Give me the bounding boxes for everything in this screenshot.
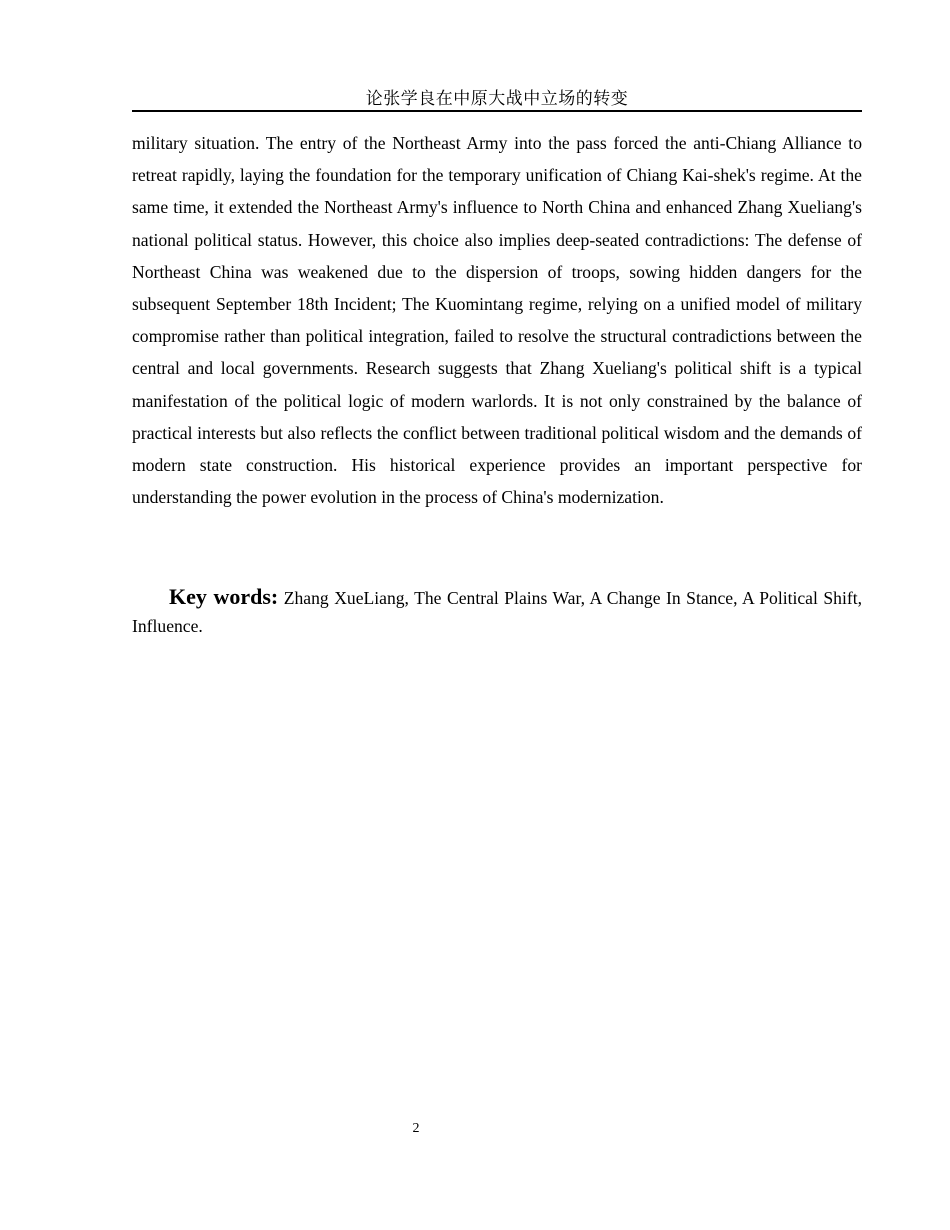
abstract-paragraph: military situation. The entry of the Northeast Army into the pass forced the anti-Chiang Alliance to retreat rapidly, laying the foundation for the temporary unification of Chiang Kai-shek's regime. At the same time, it extended the Northeast Army's influence to North China and enhanced Zhang Xueliang's national political status. However, this choice also implies deep-seated contradictions: The defense of Northeast China was weakened due to the dispersion of troops, sowing hidden dangers for the subsequent September 18th Incident; The Kuomintang regime, relying on a unified model of military compromise rather than political integration, failed to resolve the structural contradictions between the central and local governments. Research suggests that Zhang Xueliang's political shift is a typical manifestation of the political logic of modern warlords. It is not only constrained by the balance of practical interests but also reflects the conflict between traditional political wisdom and the demands of modern state construction. His historical experience provides an important perspective for understanding the power evolution in the process of China's modernization.: [132, 133, 862, 508]
keywords-text: Zhang XueLiang, The Central Plains War, A Change In Stance, A Political Shift, Influence.: [132, 588, 862, 636]
page-header-title: 论张学良在中原大战中立场的转变: [132, 88, 862, 112]
keywords-section: [132, 583, 862, 640]
page-number: 2: [412, 1121, 420, 1136]
keywords-label: Key words:: [169, 584, 279, 609]
